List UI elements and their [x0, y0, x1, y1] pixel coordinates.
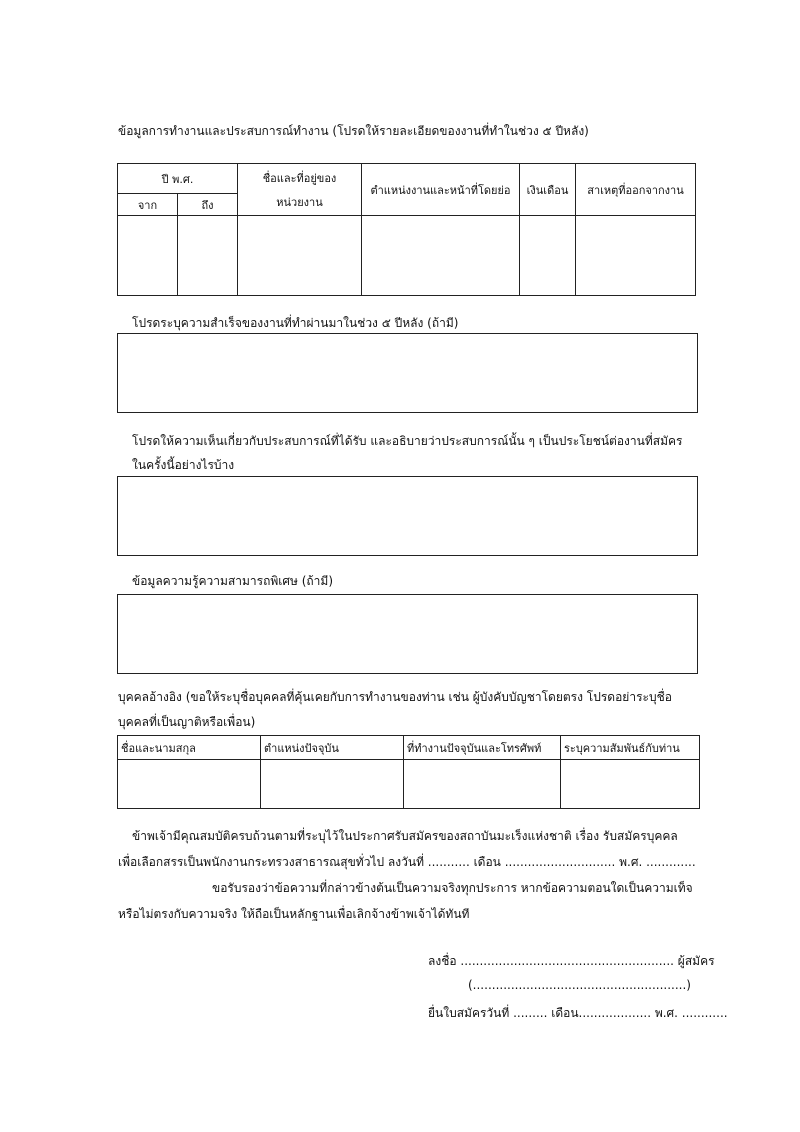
experience-label-1: โปรดให้ความเห็นเกี่ยวกับประสบการณ์ที่ได้รับ และอธิบายว่าประสบการณ์นั้น ๆ เป็นประโยชน์ต่องานที่สมัคร [132, 434, 683, 448]
cell[interactable] [238, 216, 362, 296]
cell[interactable] [178, 216, 238, 296]
experience-label-2: ในครั้งนี้อย่างไรบ้าง [132, 458, 235, 472]
header-position: ตำแหน่งงานและหน้าที่โดยย่อ [362, 164, 520, 216]
ref-header-workplace: ที่ทำงานปัจจุบันและโทรศัพท์ [404, 736, 561, 760]
ref-header-relationship: ระบุความสัมพันธ์กับท่าน [561, 736, 700, 760]
references-table [117, 735, 700, 809]
cell[interactable] [118, 760, 261, 809]
declaration-line-2: เพื่อเลือกสรรเป็นพนักงานกระทรวงสาธารณสุขทั่วไป ลงวันที่ ........... เดือน ............................. พ.ศ. ............. [118, 855, 696, 869]
header-salary: เงินเดือน [520, 164, 576, 216]
skills-box[interactable] [117, 594, 698, 674]
header-year: ปี พ.ศ. [118, 164, 238, 194]
work-history-table [117, 163, 696, 296]
cell[interactable] [561, 760, 700, 809]
ref-header-position: ตำแหน่งปัจจุบัน [261, 736, 404, 760]
skills-label: ข้อมูลความรู้ความสามารถพิเศษ (ถ้ามี) [132, 574, 333, 588]
cell[interactable] [118, 216, 178, 296]
cell[interactable] [362, 216, 520, 296]
header-org: ชื่อและที่อยู่ของ หน่วยงาน [238, 164, 362, 216]
header-from: จาก [118, 194, 178, 216]
declaration-line-3: ขอรับรองว่าข้อความที่กล่าวข้างต้นเป็นความจริงทุกประการ หากข้อความตอนใดเป็นความเท็จ [212, 881, 693, 895]
achievement-label: โปรดระบุความสำเร็จของงานที่ทำผ่านมาในช่วง ๕ ปีหลัง (ถ้ามี) [132, 316, 459, 330]
signature-name-line[interactable]: (........................................................) [468, 978, 691, 992]
signature-line[interactable]: ลงชื่อ ........................................................ ผู้สมัคร [428, 954, 715, 968]
declaration-line-4: หรือไม่ตรงกับความจริง ให้ถือเป็นหลักฐานเพื่อเลิกจ้างข้าพเจ้าได้ทันที [118, 907, 470, 921]
cell[interactable] [404, 760, 561, 809]
experience-box[interactable] [117, 476, 698, 556]
declaration-line-1: ข้าพเจ้ามีคุณสมบัติครบถ้วนตามที่ระบุไว้ในประกาศรับสมัครของสถาบันมะเร็งแห่งชาติ เรื่อง รับสมัครบุคคล [132, 829, 678, 843]
references-label-1: บุคคลอ้างอิง (ขอให้ระบุชื่อบุคคลที่คุ้นเคยกับการทำงานของท่าน เช่น ผู้บังคับบัญชาโดยตรง โปรดอย่าระบุชื่อ [118, 690, 672, 704]
header-to: ถึง [178, 194, 238, 216]
cell[interactable] [261, 760, 404, 809]
ref-header-name: ชื่อและนามสกุล [118, 736, 261, 760]
header-reason: สาเหตุที่ออกจากงาน [576, 164, 696, 216]
achievement-box[interactable] [117, 333, 698, 413]
cell[interactable] [520, 216, 576, 296]
cell[interactable] [576, 216, 696, 296]
work-section-title: ข้อมูลการทำงานและประสบการณ์ทำงาน (โปรดให้รายละเอียดของงานที่ทำในช่วง ๕ ปีหลัง) [118, 124, 589, 138]
references-label-2: บุคคลที่เป็นญาติหรือเพื่อน) [118, 715, 256, 729]
submission-date-line[interactable]: ยื่นใบสมัครวันที่ ......... เดือน................... พ.ศ. ............ [428, 1006, 728, 1020]
